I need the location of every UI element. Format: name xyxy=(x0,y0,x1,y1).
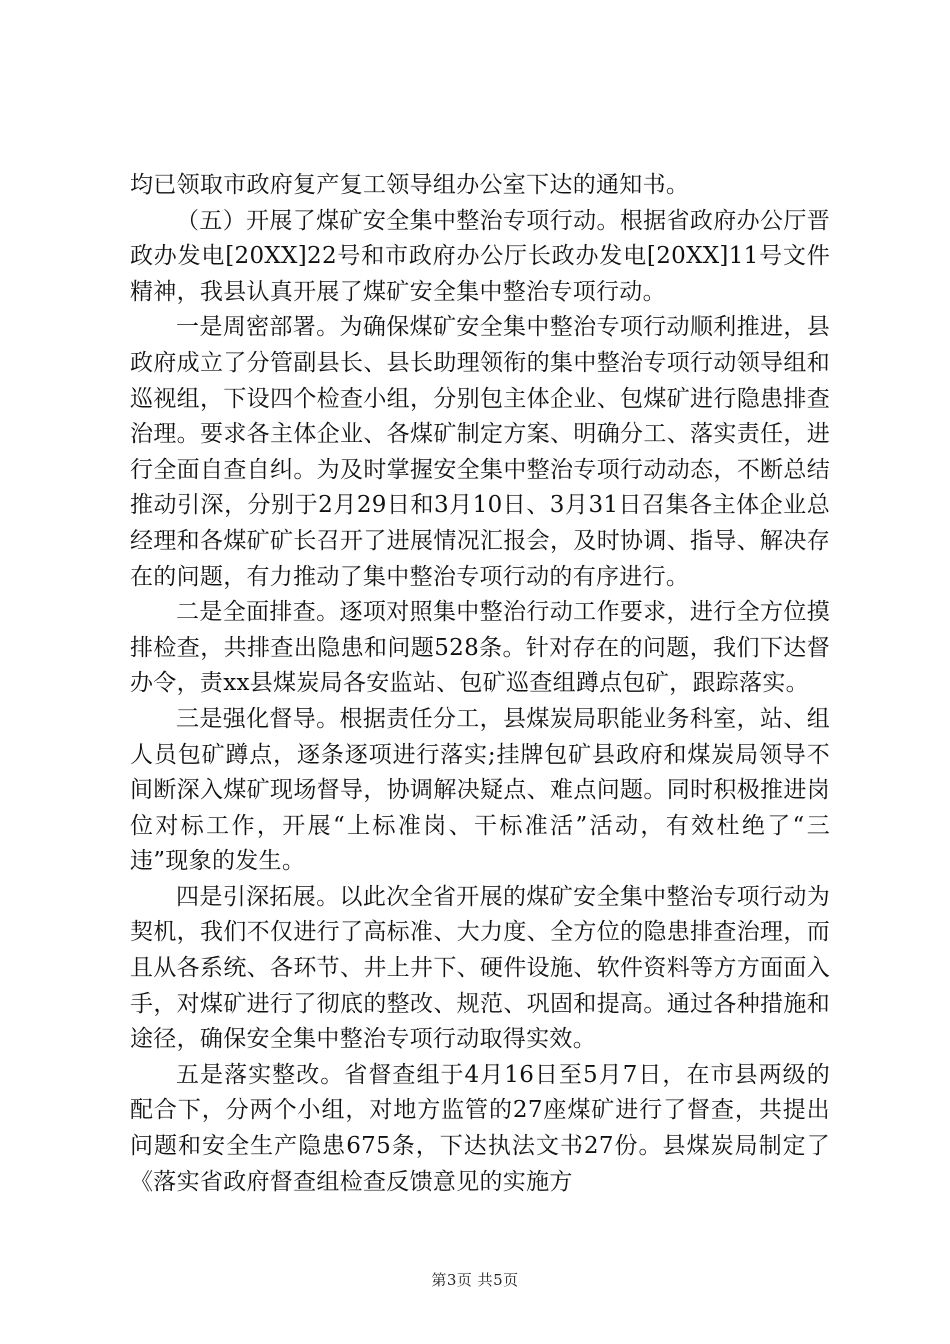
paragraph-rectification: 五是落实整改。省督查组于4月16日至5月7日，在市县两级的配合下，分两个小组，对地方监管的27座煤矿进行了督查，共提出问题和安全生产隐患675条，下达执法文书27份。县煤炭局制定了《落实省政府督查组检查反馈意见的实施方 xyxy=(130,1061,830,1195)
paragraph-deployment: 一是周密部署。为确保煤矿安全集中整治专项行动顺利推进，县政府成立了分管副县长、县长助理领衔的集中整治专项行动领导组和巡视组，下设四个检查小组，分别包主体企业、包煤矿进行隐患排查治理。要求各主体企业、各煤矿制定方案、明确分工、落实责任，进行全面自查自纠。为及时掌握安全集中整治专项行动动态，不断总结推动引深，分别于2月29日和3月10日、3月31日召集各主体企业总经理和各煤矿矿长召开了进展情况汇报会，及时协调、指导、解决存在的问题，有力推动了集中整治专项行动的有序进行。 xyxy=(130,314,830,590)
paragraph-inspection: 二是全面排查。逐项对照集中整治行动工作要求，进行全方位摸排检查，共排查出隐患和问题528条。针对存在的问题，我们下达督办令，责xx县煤炭局各安监站、包矿巡查组蹲点包矿，跟踪落实。 xyxy=(130,599,830,697)
paragraph-expansion: 四是引深拓展。以此次全省开展的煤矿安全集中整治专项行动为契机，我们不仅进行了高标准、大力度、全方位的隐患排查治理，而且从各系统、各环节、井上井下、硬件设施、软件资料等方方面面入手，对煤矿进行了彻底的整改、规范、巩固和提高。通过各种措施和途径，确保安全集中整治专项行动取得实效。 xyxy=(130,883,830,1053)
page-number-footer: 第3页 共5页 xyxy=(431,1271,519,1289)
paragraph-continuation: 均已领取市政府复产复工领导组办公室下达的通知书。 xyxy=(130,172,690,198)
paragraph-section-five: （五）开展了煤矿安全集中整治专项行动。根据省政府办公厅晋政办发电[20XX]22号和市政府办公厅长政办发电[20XX]11号文件精神，我县认真开展了煤矿安全集中整治专项行动。 xyxy=(130,207,830,305)
document-body xyxy=(130,168,830,1200)
paragraph-supervision: 三是强化督导。根据责任分工，县煤炭局职能业务科室，站、组人员包矿蹲点，逐条逐项进行落实;挂牌包矿县政府和煤炭局领导不间断深入煤矿现场督导，协调解决疑点、难点问题。同时积极推进岗位对标工作，开展“上标准岗、干标准活”活动，有效杜绝了“三违”现象的发生。 xyxy=(130,705,830,875)
